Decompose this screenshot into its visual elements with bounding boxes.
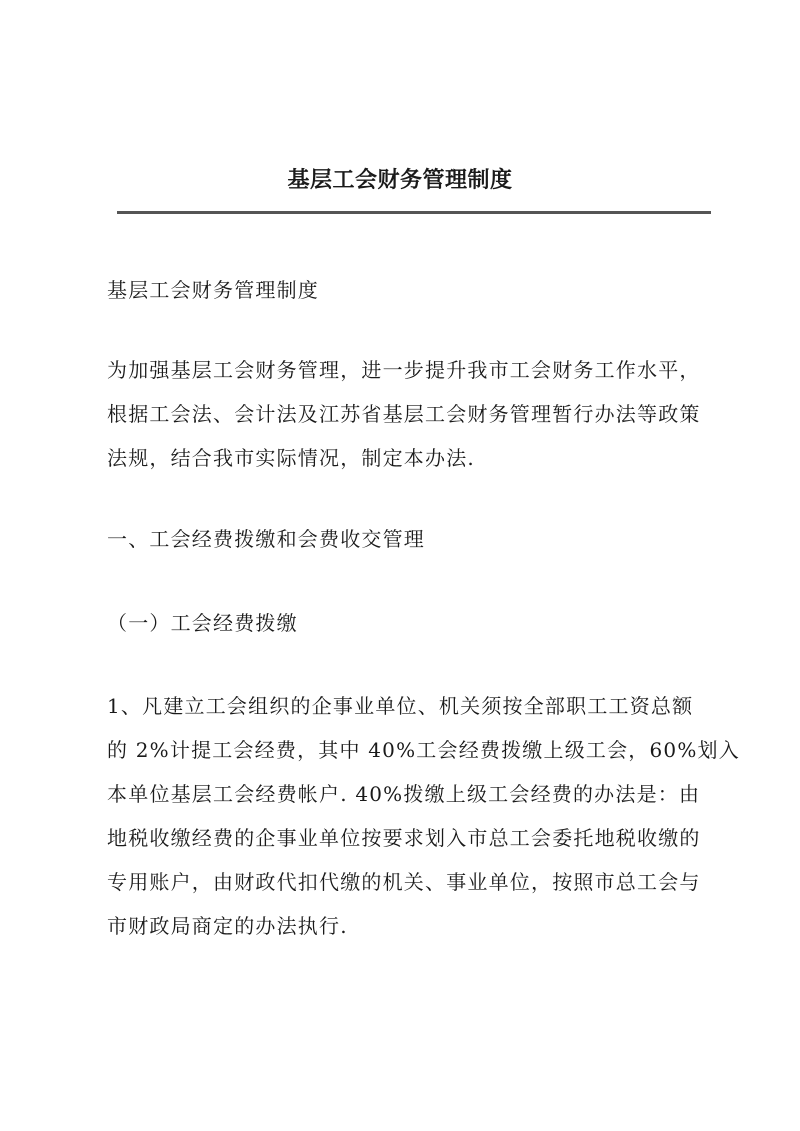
item-1-line: 地税收缴经费的企事业单位按要求划入市总工会委托地税收缴的 xyxy=(107,826,701,850)
document-title: 基层工会财务管理制度 xyxy=(287,167,513,193)
item-1-line: 专用账户，由财政代扣代缴的机关、事业单位，按照市总工会与 xyxy=(107,870,701,894)
intro-line: 根据工会法、会计法及江苏省基层工会财务管理暂行办法等政策 xyxy=(107,402,701,426)
section-heading: 一、工会经费拨缴和会费收交管理 xyxy=(107,527,425,551)
intro-line: 法规，结合我市实际情况，制定本办法. xyxy=(107,446,475,470)
subsection-heading: （一）工会经费拨缴 xyxy=(107,611,298,635)
item-1-line: 市财政局商定的办法执行. xyxy=(107,914,348,938)
intro-line: 为加强基层工会财务管理，进一步提升我市工会财务工作水平， xyxy=(107,358,701,382)
document-subtitle: 基层工会财务管理制度 xyxy=(107,278,319,302)
item-1-paragraph xyxy=(107,684,740,948)
item-1-line: 的 2%计提工会经费，其中 40%工会经费拨缴上级工会，60%划入 xyxy=(107,738,740,762)
item-1-line: 本单位基层工会经费帐户. 40%拨缴上级工会经费的办法是：由 xyxy=(107,782,701,806)
item-1-line: 1、凡建立工会组织的企事业单位、机关须按全部职工工资总额 xyxy=(107,694,694,718)
title-divider xyxy=(117,211,711,214)
intro-paragraph xyxy=(107,348,707,480)
